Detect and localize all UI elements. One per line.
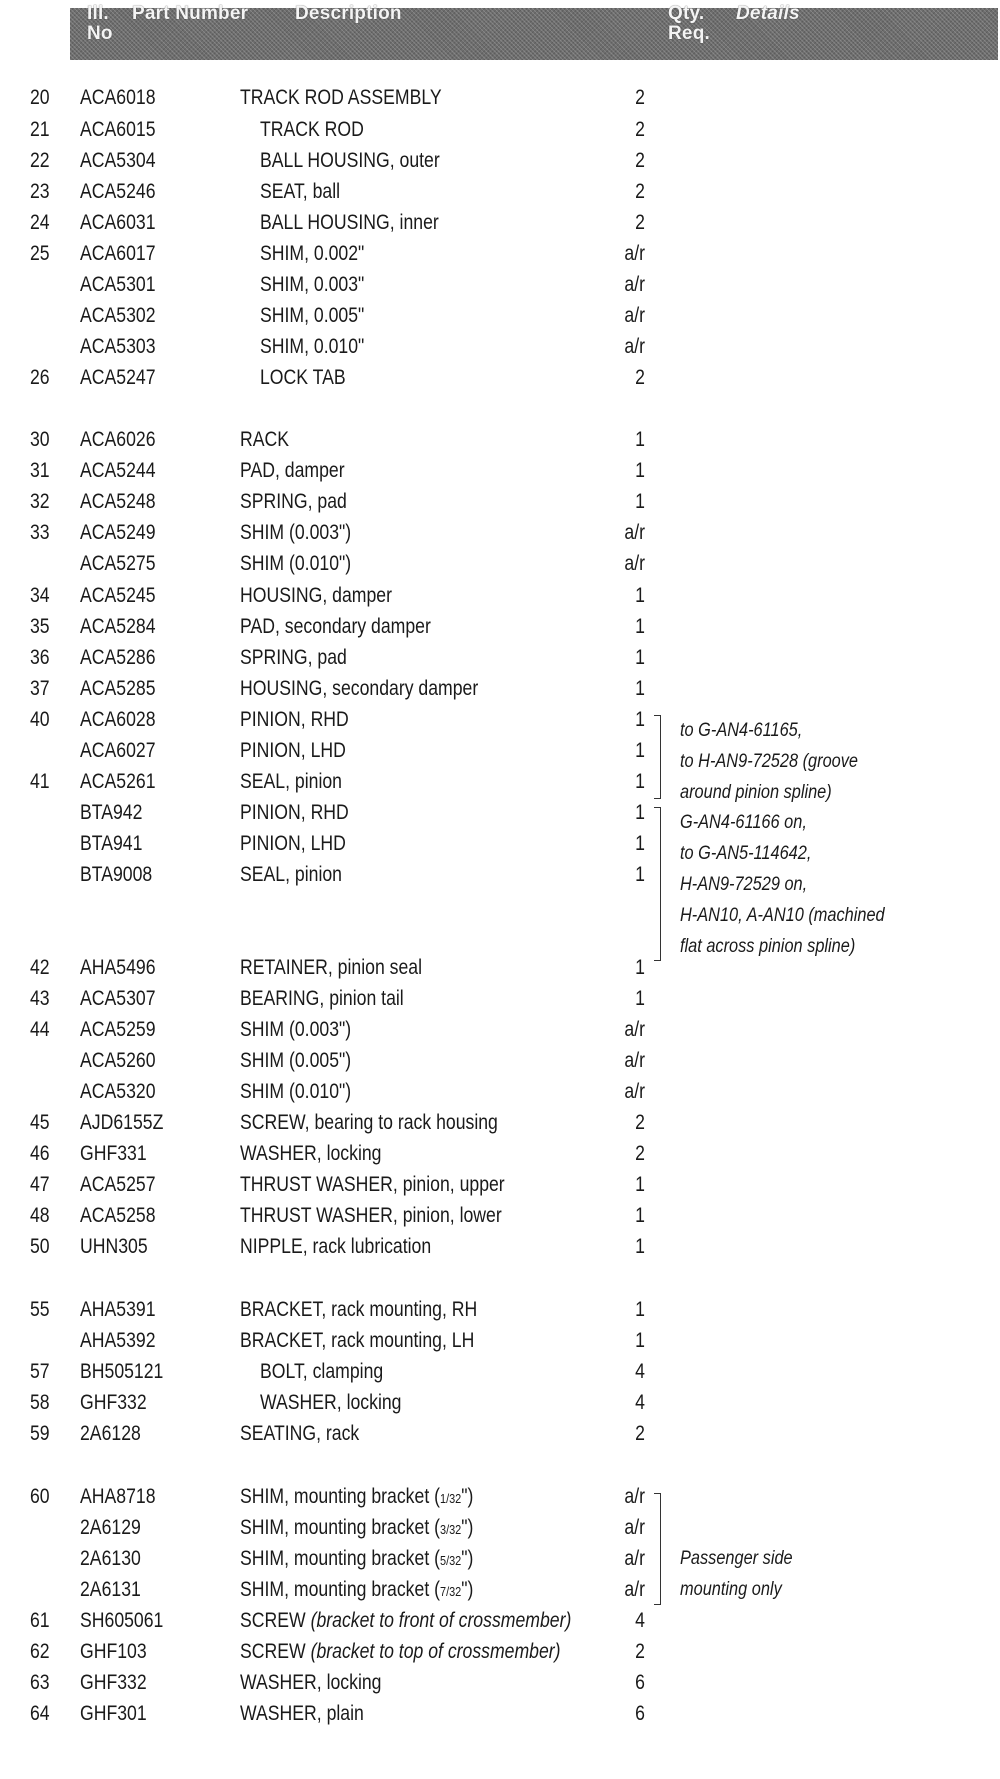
part-number: ACA5285 xyxy=(80,677,156,700)
description-text: THRUST WASHER, pinion, lower xyxy=(240,1204,502,1227)
qty-required: a/r xyxy=(624,1578,645,1601)
part-description xyxy=(240,1327,474,1355)
ill-number: 26 xyxy=(30,366,50,389)
description-text-end: ") xyxy=(461,1578,474,1601)
part-description xyxy=(240,582,392,610)
qty-required: 6 xyxy=(635,1671,645,1694)
ill-number: 45 xyxy=(30,1111,50,1134)
part-number: 2A6131 xyxy=(80,1578,141,1601)
description-text-end: ") xyxy=(461,1547,474,1570)
qty-required: 1 xyxy=(635,615,645,638)
description-text: WASHER, locking xyxy=(240,1671,382,1694)
part-description xyxy=(240,1638,561,1666)
qty-required: 1 xyxy=(635,1204,645,1227)
part-number: 2A6128 xyxy=(80,1422,141,1445)
description-text: SHIM (0.010") xyxy=(240,552,352,575)
ill-number: 57 xyxy=(30,1360,50,1383)
qty-required: a/r xyxy=(624,273,645,296)
description-text: RETAINER, pinion seal xyxy=(240,956,423,979)
description-text: PAD, secondary damper xyxy=(240,615,431,638)
part-description xyxy=(260,1358,383,1386)
details-note-line: mounting only xyxy=(680,1579,782,1600)
description-text: SCREW xyxy=(240,1609,306,1632)
description-text: WASHER, locking xyxy=(260,1391,402,1414)
description-text: BALL HOUSING, inner xyxy=(260,211,439,234)
qty-required: 1 xyxy=(635,801,645,824)
description-fraction: 5/32 xyxy=(439,1553,462,1568)
description-text: SPRING, pad xyxy=(240,490,347,513)
part-description xyxy=(240,488,347,516)
part-description xyxy=(240,830,346,858)
part-description xyxy=(240,985,404,1013)
part-description xyxy=(240,737,346,765)
qty-required: 1 xyxy=(635,428,645,451)
part-number: ACA6018 xyxy=(80,86,156,109)
part-description xyxy=(240,954,422,982)
part-number: ACA5286 xyxy=(80,646,156,669)
part-number: 2A6130 xyxy=(80,1547,141,1570)
qty-required: a/r xyxy=(624,1485,645,1508)
qty-required: 1 xyxy=(635,863,645,886)
part-description xyxy=(240,1576,473,1606)
description-text: TRACK ROD xyxy=(260,118,364,141)
qty-required: 6 xyxy=(635,1702,645,1725)
part-number: ACA5244 xyxy=(80,459,156,482)
ill-number: 50 xyxy=(30,1235,50,1258)
ill-number: 62 xyxy=(30,1640,50,1663)
ill-number: 63 xyxy=(30,1671,50,1694)
description-text: BOLT, clamping xyxy=(260,1360,384,1383)
ill-number: 30 xyxy=(30,428,50,451)
details-bracket xyxy=(654,1493,661,1605)
qty-required: 1 xyxy=(635,708,645,731)
ill-number: 32 xyxy=(30,490,50,513)
part-number: ACA5303 xyxy=(80,335,156,358)
ill-number: 61 xyxy=(30,1609,50,1632)
qty-required: 2 xyxy=(635,1111,645,1134)
description-text: SEATING, rack xyxy=(240,1422,360,1445)
part-description xyxy=(240,84,442,112)
description-text: PINION, LHD xyxy=(240,739,346,762)
ill-number: 47 xyxy=(30,1173,50,1196)
qty-required: 1 xyxy=(635,1298,645,1321)
part-description xyxy=(240,1078,351,1106)
ill-number: 42 xyxy=(30,956,50,979)
ill-number: 59 xyxy=(30,1422,50,1445)
header-details: Details xyxy=(736,3,800,24)
part-description xyxy=(240,768,342,796)
part-number: ACA5245 xyxy=(80,584,156,607)
part-number: ACA5260 xyxy=(80,1049,156,1072)
qty-required: 1 xyxy=(635,459,645,482)
ill-number: 31 xyxy=(30,459,50,482)
ill-number: 40 xyxy=(30,708,50,731)
part-number: ACA6017 xyxy=(80,242,156,265)
part-description xyxy=(240,1109,498,1137)
qty-required: 1 xyxy=(635,646,645,669)
part-number: ACA5261 xyxy=(80,770,156,793)
description-text: SEAT, ball xyxy=(260,180,341,203)
qty-required: a/r xyxy=(624,1080,645,1103)
qty-required: 1 xyxy=(635,770,645,793)
details-note-line: H-AN10, A-AN10 (machined xyxy=(680,905,885,926)
part-description xyxy=(240,1483,473,1513)
qty-required: 4 xyxy=(635,1609,645,1632)
qty-required: 4 xyxy=(635,1360,645,1383)
description-text: SHIM, mounting bracket ( xyxy=(240,1547,440,1570)
part-number: GHF103 xyxy=(80,1640,147,1663)
description-fraction: 1/32 xyxy=(439,1491,462,1506)
part-description xyxy=(240,1607,571,1635)
details-bracket xyxy=(654,807,661,961)
qty-required: a/r xyxy=(624,521,645,544)
description-text: SEAL, pinion xyxy=(240,770,342,793)
description-text: PAD, damper xyxy=(240,459,345,482)
ill-number: 58 xyxy=(30,1391,50,1414)
qty-required: 1 xyxy=(635,584,645,607)
qty-required: 4 xyxy=(635,1391,645,1414)
part-description xyxy=(240,1233,431,1261)
description-text: NIPPLE, rack lubrication xyxy=(240,1235,432,1258)
part-number: ACA6031 xyxy=(80,211,156,234)
ill-number: 23 xyxy=(30,180,50,203)
qty-required: a/r xyxy=(624,552,645,575)
ill-number: 22 xyxy=(30,149,50,172)
part-description xyxy=(240,1047,351,1075)
qty-required: 1 xyxy=(635,832,645,855)
qty-required: 2 xyxy=(635,86,645,109)
part-number: UHN305 xyxy=(80,1235,148,1258)
details-note-line: to G-AN4-61165, xyxy=(680,720,803,741)
qty-required: a/r xyxy=(624,1018,645,1041)
description-text: LOCK TAB xyxy=(260,366,346,389)
part-number: AJD6155Z xyxy=(80,1111,164,1134)
ill-number: 25 xyxy=(30,242,50,265)
part-number: BTA942 xyxy=(80,801,143,824)
part-description xyxy=(240,1140,381,1168)
qty-required: 2 xyxy=(635,1640,645,1663)
header-description: Description xyxy=(295,3,402,24)
description-text: SHIM (0.003") xyxy=(240,521,352,544)
qty-required: a/r xyxy=(624,242,645,265)
part-number: AHA5391 xyxy=(80,1298,156,1321)
ill-number: 48 xyxy=(30,1204,50,1227)
ill-number: 24 xyxy=(30,211,50,234)
qty-required: 2 xyxy=(635,118,645,141)
part-description xyxy=(240,675,478,703)
part-description xyxy=(240,519,351,547)
qty-required: a/r xyxy=(624,304,645,327)
description-note: (bracket to top of crossmember) xyxy=(310,1640,561,1663)
description-text: THRUST WASHER, pinion, upper xyxy=(240,1173,505,1196)
part-number: AHA5392 xyxy=(80,1329,156,1352)
part-description xyxy=(240,1545,473,1575)
description-text: SHIM (0.005") xyxy=(240,1049,352,1072)
details-note-line: around pinion spline) xyxy=(680,782,832,803)
qty-required: a/r xyxy=(624,1516,645,1539)
description-text: SHIM, 0.002" xyxy=(260,242,365,265)
ill-number: 20 xyxy=(30,86,50,109)
description-text: SHIM, mounting bracket ( xyxy=(240,1485,440,1508)
details-note-line: Passenger side xyxy=(680,1548,793,1569)
description-text: SCREW xyxy=(240,1640,306,1663)
part-number: AHA5496 xyxy=(80,956,156,979)
part-number: ACA5259 xyxy=(80,1018,156,1041)
qty-required: 1 xyxy=(635,1329,645,1352)
part-number: GHF301 xyxy=(80,1702,147,1725)
header-qty-req: Qty. Req. xyxy=(668,3,710,44)
details-note-line: G-AN4-61166 on, xyxy=(680,812,807,833)
part-description xyxy=(260,302,364,330)
part-description xyxy=(240,1420,359,1448)
qty-required: 1 xyxy=(635,987,645,1010)
part-description xyxy=(240,1669,381,1697)
part-number: ACA5247 xyxy=(80,366,156,389)
part-description xyxy=(240,1202,502,1230)
description-text: SEAL, pinion xyxy=(240,863,342,886)
qty-required: 1 xyxy=(635,490,645,513)
ill-number: 55 xyxy=(30,1298,50,1321)
qty-required: 1 xyxy=(635,956,645,979)
part-number: ACA5275 xyxy=(80,552,156,575)
qty-required: 2 xyxy=(635,149,645,172)
part-number: AHA8718 xyxy=(80,1485,156,1508)
part-number: SH605061 xyxy=(80,1609,164,1632)
part-description xyxy=(240,644,347,672)
part-number: ACA5258 xyxy=(80,1204,156,1227)
qty-required: 2 xyxy=(635,180,645,203)
qty-required: 2 xyxy=(635,1422,645,1445)
part-description xyxy=(240,550,351,578)
part-description xyxy=(260,364,346,392)
part-description xyxy=(240,1296,477,1324)
part-description xyxy=(260,147,440,175)
description-text: RACK xyxy=(240,428,290,451)
description-text-end: ") xyxy=(461,1485,474,1508)
ill-number: 41 xyxy=(30,770,50,793)
description-text: SCREW, bearing to rack housing xyxy=(240,1111,498,1134)
part-number: ACA5307 xyxy=(80,987,156,1010)
part-description xyxy=(240,1700,364,1728)
description-text-end: ") xyxy=(461,1516,474,1539)
ill-number: 46 xyxy=(30,1142,50,1165)
ill-number: 36 xyxy=(30,646,50,669)
description-text: SHIM, 0.010" xyxy=(260,335,365,358)
part-description xyxy=(260,240,364,268)
part-description xyxy=(260,1389,401,1417)
ill-number: 21 xyxy=(30,118,50,141)
part-number: BH505121 xyxy=(80,1360,164,1383)
description-text: WASHER, plain xyxy=(240,1702,364,1725)
qty-required: 2 xyxy=(635,211,645,234)
description-text: BALL HOUSING, outer xyxy=(260,149,440,172)
details-bracket xyxy=(654,715,661,799)
part-description xyxy=(240,1514,473,1544)
part-number: BTA941 xyxy=(80,832,143,855)
description-text: PINION, RHD xyxy=(240,801,349,824)
description-text: BRACKET, rack mounting, RH xyxy=(240,1298,478,1321)
part-description xyxy=(260,116,364,144)
part-description xyxy=(260,333,364,361)
part-number: ACA5257 xyxy=(80,1173,156,1196)
part-description xyxy=(240,1016,351,1044)
part-number: ACA6027 xyxy=(80,739,156,762)
qty-required: a/r xyxy=(624,335,645,358)
details-note-line: to H-AN9-72528 (groove xyxy=(680,751,859,772)
part-description xyxy=(260,209,439,237)
ill-number: 34 xyxy=(30,584,50,607)
part-description xyxy=(240,706,349,734)
qty-required: 1 xyxy=(635,1235,645,1258)
ill-number: 44 xyxy=(30,1018,50,1041)
part-number: GHF331 xyxy=(80,1142,147,1165)
description-text: SHIM, mounting bracket ( xyxy=(240,1516,440,1539)
qty-required: a/r xyxy=(624,1049,645,1072)
description-note: (bracket to front of crossmember) xyxy=(310,1609,572,1632)
ill-number: 64 xyxy=(30,1702,50,1725)
qty-required: 2 xyxy=(635,1142,645,1165)
part-description xyxy=(240,426,289,454)
description-text: BEARING, pinion tail xyxy=(240,987,404,1010)
part-description xyxy=(240,861,342,889)
description-text: WASHER, locking xyxy=(240,1142,382,1165)
details-note-line: to G-AN5-114642, xyxy=(680,843,812,864)
ill-number: 33 xyxy=(30,521,50,544)
description-text: SHIM (0.003") xyxy=(240,1018,352,1041)
part-description xyxy=(260,178,340,206)
qty-required: 1 xyxy=(635,677,645,700)
part-number: 2A6129 xyxy=(80,1516,141,1539)
part-number: ACA5246 xyxy=(80,180,156,203)
description-text: HOUSING, secondary damper xyxy=(240,677,479,700)
part-number: ACA5320 xyxy=(80,1080,156,1103)
description-text: PINION, RHD xyxy=(240,708,349,731)
part-number: ACA5304 xyxy=(80,149,156,172)
description-text: SHIM, 0.005" xyxy=(260,304,365,327)
part-number: ACA5302 xyxy=(80,304,156,327)
part-number: ACA5249 xyxy=(80,521,156,544)
part-number: GHF332 xyxy=(80,1391,147,1414)
part-description xyxy=(240,613,431,641)
part-description xyxy=(240,799,349,827)
description-fraction: 3/32 xyxy=(439,1522,462,1537)
part-description xyxy=(240,1171,505,1199)
part-number: ACA5248 xyxy=(80,490,156,513)
description-text: SPRING, pad xyxy=(240,646,347,669)
part-number: ACA6015 xyxy=(80,118,156,141)
description-text: PINION, LHD xyxy=(240,832,346,855)
qty-required: 1 xyxy=(635,739,645,762)
part-number: ACA6028 xyxy=(80,708,156,731)
description-text: SHIM (0.010") xyxy=(240,1080,352,1103)
qty-required: 2 xyxy=(635,366,645,389)
part-number: GHF332 xyxy=(80,1671,147,1694)
qty-required: a/r xyxy=(624,1547,645,1570)
part-description xyxy=(260,271,364,299)
ill-number: 60 xyxy=(30,1485,50,1508)
ill-number: 43 xyxy=(30,987,50,1010)
details-note-line: H-AN9-72529 on, xyxy=(680,874,808,895)
part-number: BTA9008 xyxy=(80,863,153,886)
part-description xyxy=(240,457,345,485)
description-text: BRACKET, rack mounting, LH xyxy=(240,1329,475,1352)
description-text: HOUSING, damper xyxy=(240,584,392,607)
header-part-number: Part Number xyxy=(132,3,249,24)
description-text: TRACK ROD ASSEMBLY xyxy=(240,86,442,109)
part-number: ACA5284 xyxy=(80,615,156,638)
qty-required: 1 xyxy=(635,1173,645,1196)
description-text: SHIM, mounting bracket ( xyxy=(240,1578,440,1601)
description-text: SHIM, 0.003" xyxy=(260,273,365,296)
details-note-line: flat across pinion spline) xyxy=(680,936,856,957)
description-fraction: 7/32 xyxy=(439,1584,462,1599)
header-ill-no: Ill. No xyxy=(87,3,113,44)
part-number: ACA6026 xyxy=(80,428,156,451)
part-number: ACA5301 xyxy=(80,273,156,296)
ill-number: 35 xyxy=(30,615,50,638)
ill-number: 37 xyxy=(30,677,50,700)
